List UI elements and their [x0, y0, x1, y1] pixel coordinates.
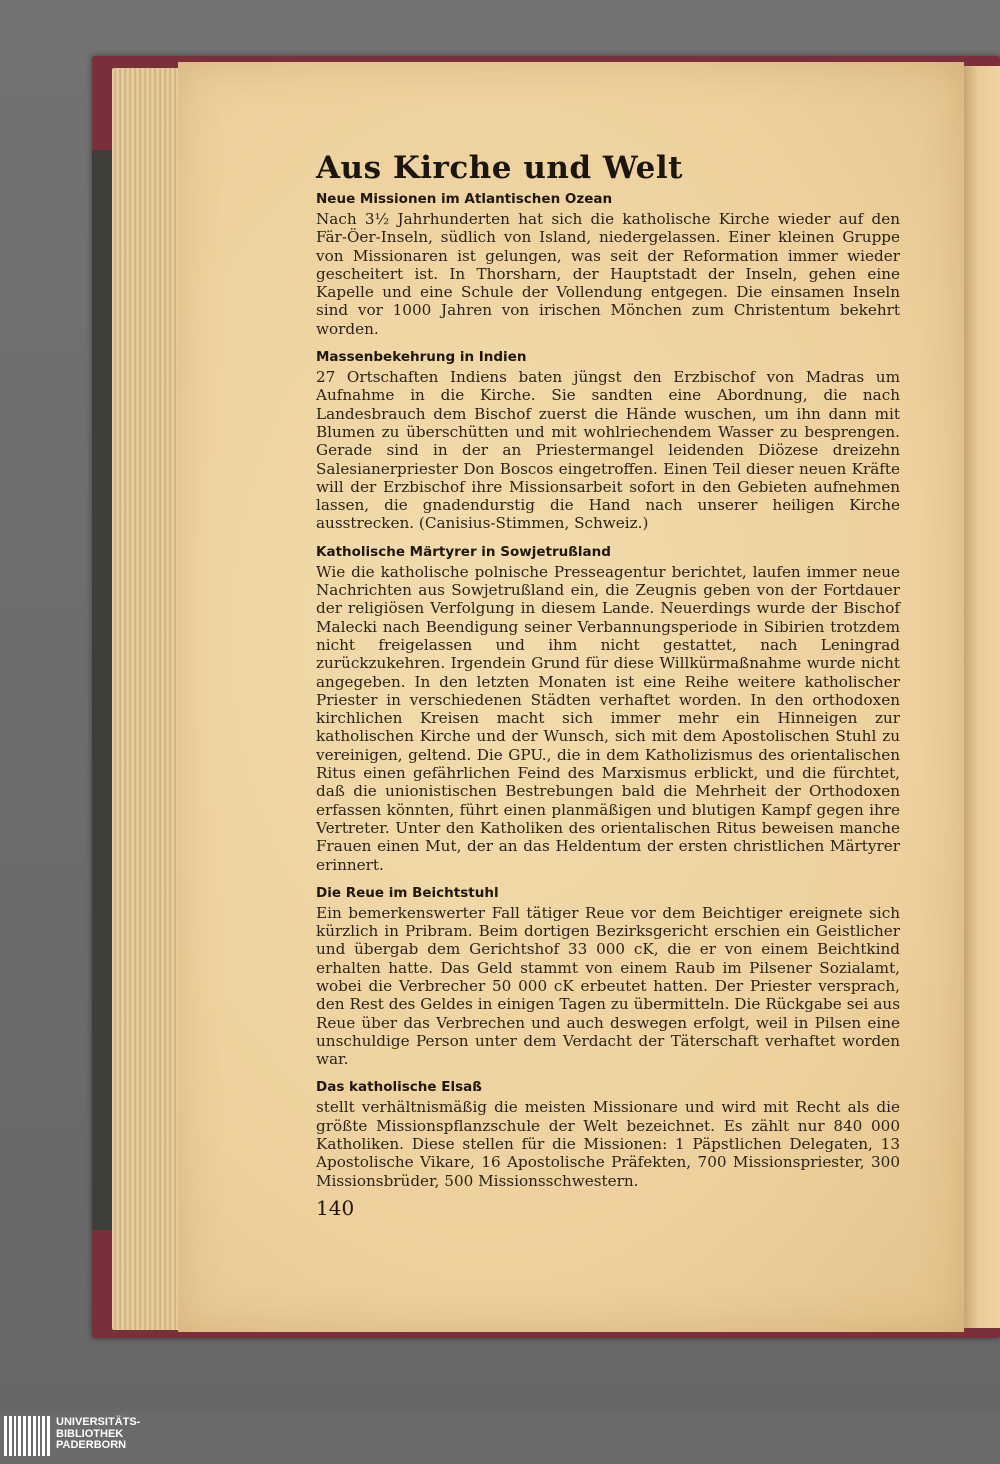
library-logo-icon: [4, 1416, 50, 1456]
section-heading: Das katholische Elsaß: [316, 1079, 482, 1096]
book-page: [178, 62, 964, 1332]
page-content: [316, 150, 900, 1220]
page-number: 140: [316, 1195, 355, 1220]
footer-band: [0, 1412, 1000, 1464]
library-name: [56, 1417, 140, 1452]
section-heading: Neue Missionen im Atlantischen Ozean: [316, 191, 613, 207]
book-spine: [92, 150, 114, 1230]
library-name-line: UNIVERSITÄTS-: [56, 1416, 141, 1428]
section-heading: Die Reue im Beichtstuhl: [316, 884, 499, 901]
next-page-edge: [964, 66, 1000, 1328]
section-text: Nach 3½ Jahrhunderten hat sich die katholische Kirche wieder auf den Fär-Öer-Inseln, südlich von Island, niedergelassen. Einer kleinen Gruppe von Missionaren ist gelungen, was seit der Reformation immer wieder gescheitert ist. In Thorsharn, der Hauptstadt der Inseln, gehen eine Kapelle und eine Schule der Vollendung entgegen. Die einsamen Inseln sind vor 1000 Jahren von irischen Mönchen zum Christentum bekehrt worden.: [316, 210, 900, 338]
section-heading: Katholische Märtyrer in Sowjetrußland: [316, 543, 611, 560]
library-name-line: PADERBORN: [56, 1439, 127, 1451]
section-heading: Massenbekehrung in Indien: [316, 349, 527, 366]
page-title: Aus Kirche und Welt: [316, 150, 683, 186]
page-edges: [112, 68, 182, 1330]
section-text: Ein bemerkenswerter Fall tätiger Reue vor dem Beichtiger ereignete sich kürzlich in Pribram. Beim dortigen Bezirksgericht erschien ein Geistlicher und übergab dem Gerichtshof 33 000 cK, die er von einem Beichtkind erhalten hatte. Das Geld stammt von einem Raub im Pilsener Sozialamt, wobei die Verbrecher 50 000 cK erbeutet hatten. Der Priester versprach, den Rest des Geldes in einigen Tagen zu übermitteln. Die Rückgabe sei aus Reue über das Verbrechen und auch deswegen erfolgt, weil in Pilsen eine unschuldige Person unter dem Verdacht der Täterschaft verhaftet worden war.: [316, 903, 900, 1069]
library-name-line: BIBLIOTHEK: [56, 1427, 124, 1440]
section-text: Wie die katholische polnische Presseagentur berichtet, laufen immer neue Nachrichten aus Sowjetrußland ein, die Zeugnis geben von der Fortdauer der religiösen Verfolgung in diesem Lande. Neuerdings wurde der Bischof Malecki nach Beendigung seiner Verbannungsperiode in Sibirien trotzdem nicht freigelassen und ihm nicht gestattet, nach Leningrad zurückzukehren. Irgendein Grund für diese Willkürmaßnahme wurde nicht angegeben. In den letzten Monaten ist eine Reihe weitere katholischer Priester in verschiedenen Städten verhaftet worden. In den orthodoxen kirchlichen Kreisen macht sich immer mehr ein Hinneigen zur katholischen Kirche und der Wunsch, sich mit dem Apostolischen Stuhl zu vereinigen, geltend. Die GPU., die in dem Katholizismus des orientalischen Ritus einen gefährlichen Feind des Marxismus erblickt, und die fürchtet, daß die unionistischen Bestrebungen bald die Mehrheit der Orthodoxen erfassen könnten, führt einen planmäßigen und blutigen Kampf gegen ihre Vertreter. Unter den Katholiken des orientalischen Ritus beweisen manche Frauen einen Mut, der an das Heldentum der ersten christlichen Märtyrer erinnert.: [316, 562, 900, 874]
section-text: stellt verhältnismäßig die meisten Missionare und wird mit Recht als die größte Missionspflanzschule der Welt bezeichnet. Es zählt nur 840 000 Katholiken. Diese stellen für die Missionen: 1 Päpstlichen Delegaten, 13 Apostolische Vikare, 16 Apostolische Präfekten, 700 Missionspriester, 300 Missionsbrüder, 500 Missionsschwestern.: [316, 1098, 900, 1190]
section-text: 27 Ortschaften Indiens baten jüngst den Erzbischof von Madras um Aufnahme in die Kirche. Sie sandten eine Abordnung, die nach Landesbrauch dem Bischof zuerst die Hände wuschen, um ihn dann mit Blumen zu überschütten und mit wohlriechendem Wasser zu besprengen. Gerade sind in der an Priestermangel leidenden Diözese dreizehn Salesianerpriester Don Boscos eingetroffen. Einen Teil dieser neuen Kräfte will der Erzbischof ihre Missionsarbeit sofort in den Gebieten aufnehmen lassen, die gnadendurstig die Hand nach unserer heiligen Kirche ausstrecken. (Canisius-Stimmen, Schweiz.): [316, 368, 900, 533]
